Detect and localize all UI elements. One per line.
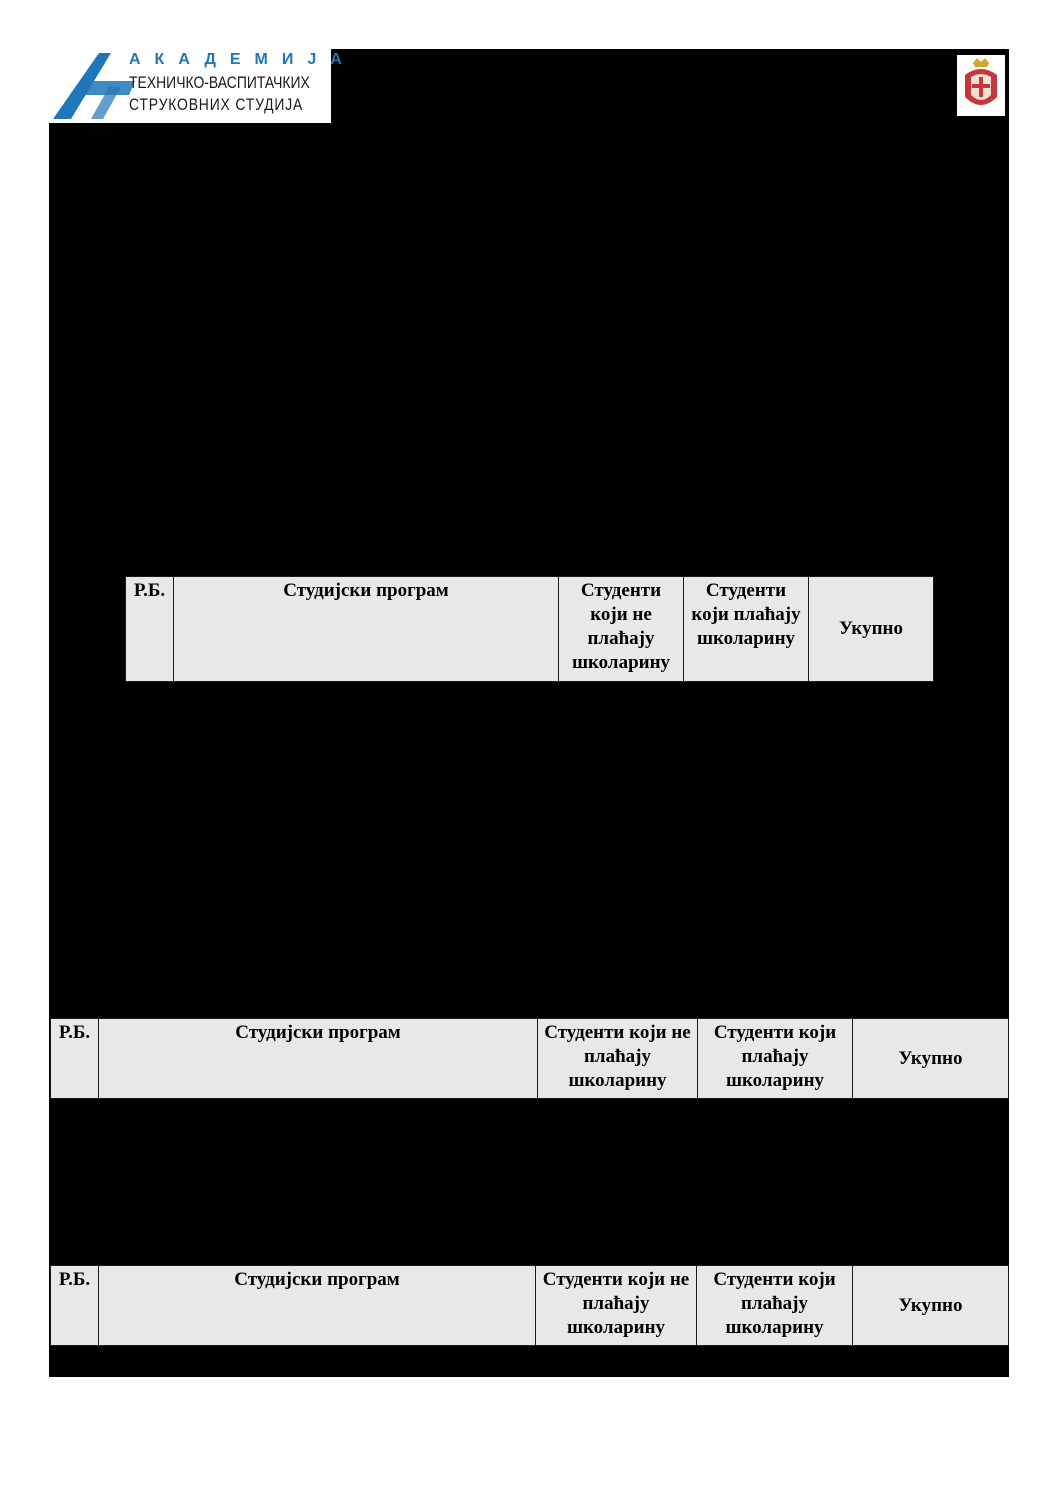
header-rb: Р.Б.: [51, 1019, 99, 1099]
header-rb: Р.Б.: [126, 577, 174, 682]
logo-line-1: АКАДЕМИЈА: [129, 51, 356, 68]
header-non-paying: Студенти који не плаћају школарину: [559, 577, 684, 682]
header-non-paying: Студенти који не плаћају школарину: [538, 1019, 698, 1099]
serbia-crest: [957, 55, 1005, 116]
header-rb: Р.Б.: [51, 1266, 99, 1346]
logo-line-2: ТЕХНИЧКО-ВАСПИТАЧКИХ: [129, 73, 310, 92]
header-paying: Студенти који плаћају школарину: [698, 1019, 853, 1099]
enrollment-table-3: [50, 1265, 1009, 1346]
academy-logo-icon: [51, 51, 141, 121]
logo-line-3: СТРУКОВНИХ СТУДИЈА: [129, 95, 304, 114]
header-program: Студијски програм: [174, 577, 559, 682]
header-total: Укупно: [853, 1019, 1009, 1099]
header-program: Студијски програм: [99, 1266, 536, 1346]
enrollment-table-2: [50, 1018, 1009, 1099]
header-total: Укупно: [853, 1266, 1009, 1346]
header-total: Укупно: [809, 577, 934, 682]
serbia-coat-of-arms-icon: [957, 55, 1005, 116]
header-paying: Студенти који плаћају школарину: [697, 1266, 853, 1346]
academy-logo: [49, 49, 356, 123]
header-program: Студијски програм: [99, 1019, 538, 1099]
header-paying: Студенти који плаћају школарину: [684, 577, 809, 682]
redacted-page-body: [49, 49, 1009, 1377]
header-non-paying: Студенти који не плаћају школарину: [536, 1266, 697, 1346]
enrollment-table-1: [125, 576, 934, 682]
